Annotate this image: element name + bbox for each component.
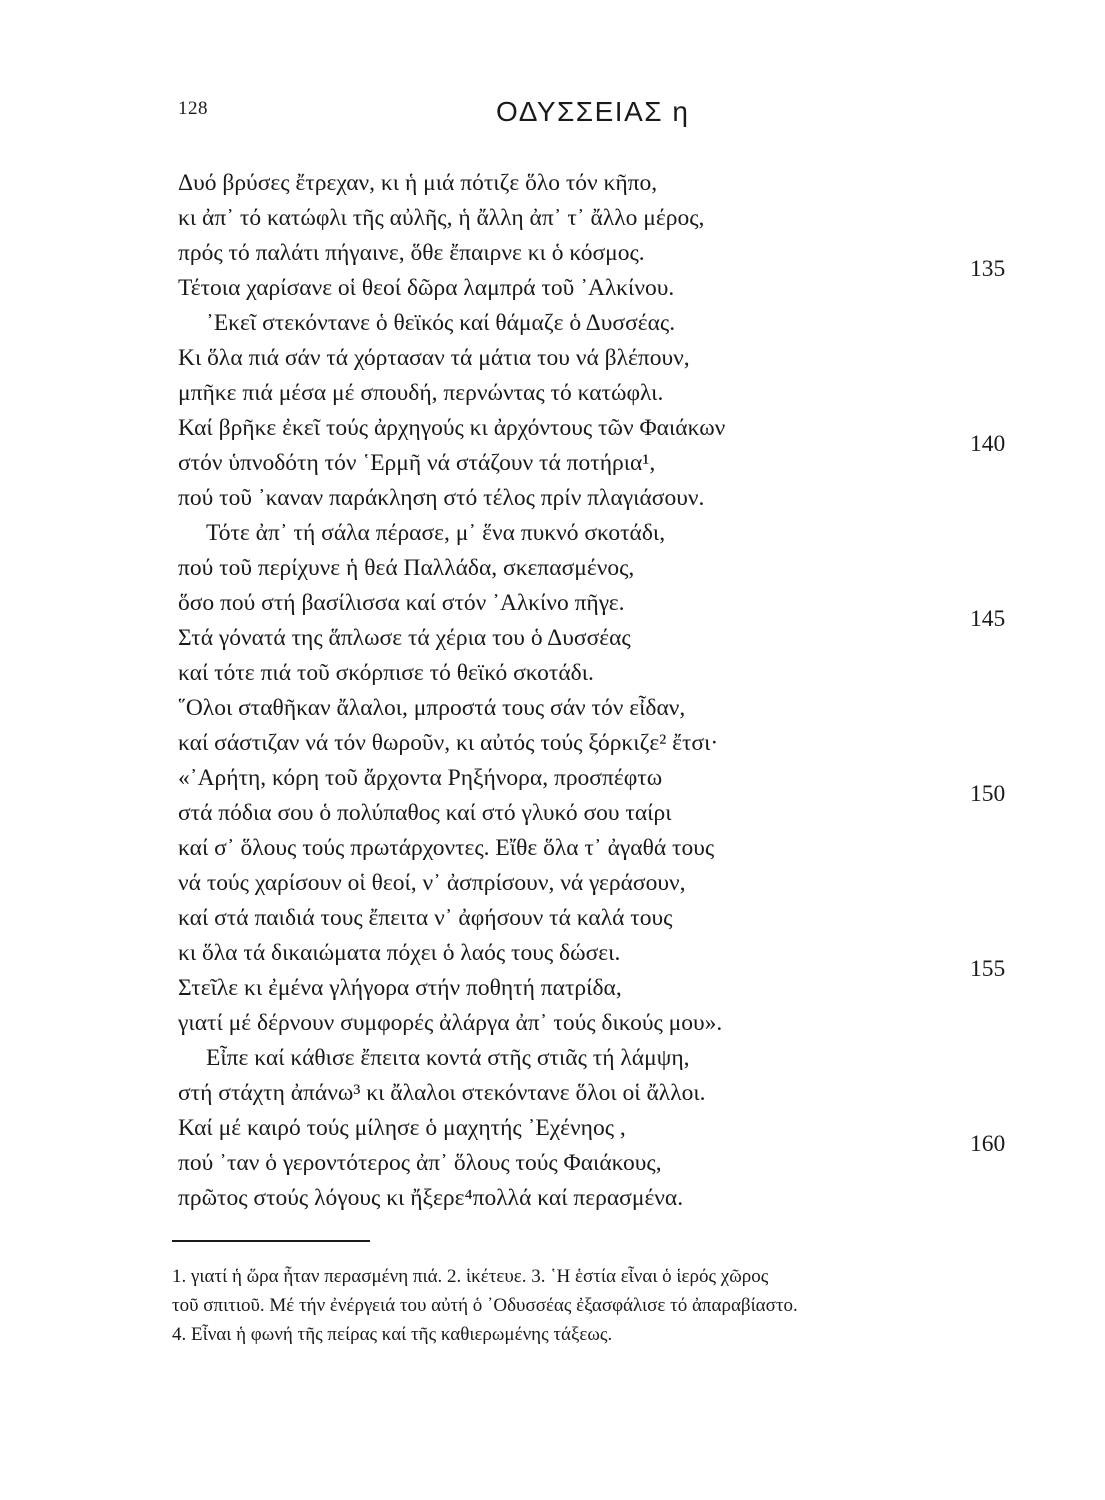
- footnotes: [172, 1262, 1012, 1349]
- line-number: 160: [970, 1131, 1006, 1157]
- verse-line: στά πόδια σου ὁ πολύπαθος καί στό γλυκό σου ταίρι: [178, 800, 672, 826]
- line-number: 155: [970, 956, 1006, 982]
- footnote-line: 1. γιατί ἡ ὥρα ἦταν περασμένη πιά. 2. ἱκέτευε. 3. ῾Η ἑστία εἶναι ὁ ἱερός χῶρος: [172, 1266, 769, 1287]
- verse-line: κι ἀπ᾿ τό κατώφλι τῆς αὐλῆς, ἡ ἄλλη ἀπ᾿ τ᾿ ἄλλο μέρος,: [178, 205, 705, 231]
- verse-line: πού τοῦ ᾿καναν παράκληση στό τέλος πρίν πλαγιάσουν.: [178, 485, 705, 511]
- verse-line: πρῶτος στούς λόγους κι ἤξερε⁴πολλά καί περασμένα.: [178, 1185, 684, 1211]
- verse-line: κι ὅλα τά δικαιώματα πόχει ὁ λαός τους δώσει.: [178, 940, 621, 966]
- verse-line: Καί βρῆκε ἐκεῖ τούς ἀρχηγούς κι ἀρχόντους τῶν Φαιάκων: [178, 415, 726, 441]
- verse-line: καί σάστιζαν νά τόν θωροῦν, κι αὐτός τούς ξόρκιζε² ἔτσι·: [178, 730, 719, 756]
- line-number: 150: [970, 781, 1006, 807]
- verse-line: Εἶπε καί κάθισε ἔπειτα κοντά στῆς στιᾶς τή λάμψη,: [206, 1045, 690, 1071]
- running-head-title: ΟΔΥΣΣΕΙΑΣ η: [496, 96, 690, 127]
- line-number: 140: [970, 431, 1006, 457]
- verse-line: πού ᾿ταν ὁ γεροντότερος ἀπ᾿ ὅλους τούς Φαιάκους,: [178, 1150, 662, 1176]
- verse-line: ὅσο πού στή βασίλισσα καί στόν ᾿Αλκίνο πῆγε.: [178, 590, 625, 616]
- page-number: 128: [178, 98, 208, 119]
- verse-line: γιατί μέ δέρνουν συμφορές ἀλάργα ἀπ᾿ τούς δικούς μου».: [178, 1010, 723, 1036]
- verse-line: «᾿Αρήτη, κόρη τοῦ ἄρχοντα Ρηξήνορα, προσπέφτω: [178, 765, 663, 791]
- verse-line: ᾿Εκεῖ στεκόντανε ὁ θεϊκός καί θάμαζε ὁ Δυσσέας.: [206, 310, 676, 336]
- verse-line: πού τοῦ περίχυνε ἡ θεά Παλλάδα, σκεπασμένος,: [178, 555, 635, 581]
- verse-line: μπῆκε πιά μέσα μέ σπουδή, περνώντας τό κατώφλι.: [178, 380, 664, 406]
- footnote-line: 4. Εἶναι ἡ φωνή τῆς πείρας καί τῆς καθιερωμένης τάξεως.: [172, 1324, 613, 1345]
- verse-line: Δυό βρύσες ἔτρεχαν, κι ἡ μιά πότιζε ὅλο τόν κῆπο,: [178, 170, 658, 196]
- footnote-line: τοῦ σπιτιοῦ. Μέ τήν ἐνέργειά του αὐτή ὁ ᾿Οδυσσέας ἐξασφάλισε τό ἀπαραβίαστο.: [172, 1295, 798, 1316]
- verse-line: Στά γόνατά της ἅπλωσε τά χέρια του ὁ Δυσσέας: [178, 625, 631, 651]
- verse-line: νά τούς χαρίσουν οἱ θεοί, ν᾿ ἀσπρίσουν, νά γεράσουν,: [178, 870, 686, 896]
- line-number: 145: [970, 606, 1006, 632]
- verse-line: Τέτοια χαρίσανε οἱ θεοί δῶρα λαμπρά τοῦ ᾿Αλκίνου.: [178, 275, 675, 301]
- verse-line: πρός τό παλάτι πήγαινε, ὅθε ἔπαιρνε κι ὁ κόσμος.: [178, 240, 645, 266]
- verse-line: καί στά παιδιά τους ἔπειτα ν᾿ ἀφήσουν τά καλά τους: [178, 905, 673, 931]
- verse-line: Καί μέ καιρό τούς μίλησε ὁ μαχητής ᾿Εχένηος ,: [178, 1115, 626, 1141]
- verse-line: ῞Ολοι σταθῆκαν ἄλαλοι, μπροστά τους σάν τόν εἶδαν,: [178, 695, 686, 721]
- verse-line: Στεῖλε κι ἐμένα γλήγορα στήν ποθητή πατρίδα,: [178, 975, 622, 1001]
- footnote-separator: [172, 1240, 370, 1242]
- verse-line: Κι ὅλα πιά σάν τά χόρτασαν τά μάτια του νά βλέπουν,: [178, 345, 690, 371]
- line-number: 135: [970, 256, 1006, 282]
- verse-line: καί τότε πιά τοῦ σκόρπισε τό θεϊκό σκοτάδι.: [178, 660, 594, 686]
- verse-line: Τότε ἀπ᾿ τή σάλα πέρασε, μ᾿ ἕνα πυκνό σκοτάδι,: [206, 520, 666, 546]
- verse-line: στόν ὑπνοδότη τόν ῾Ερμῆ νά στάζουν τά ποτήρια¹,: [178, 450, 656, 476]
- verse-line: καί σ᾿ ὅλους τούς πρωτάρχοντες. Εἴθε ὅλα τ᾿ ἀγαθά τους: [178, 835, 715, 861]
- verse-line: στή στάχτη ἀπάνω³ κι ἄλαλοι στεκόντανε ὅλοι οἱ ἄλλοι.: [178, 1080, 706, 1106]
